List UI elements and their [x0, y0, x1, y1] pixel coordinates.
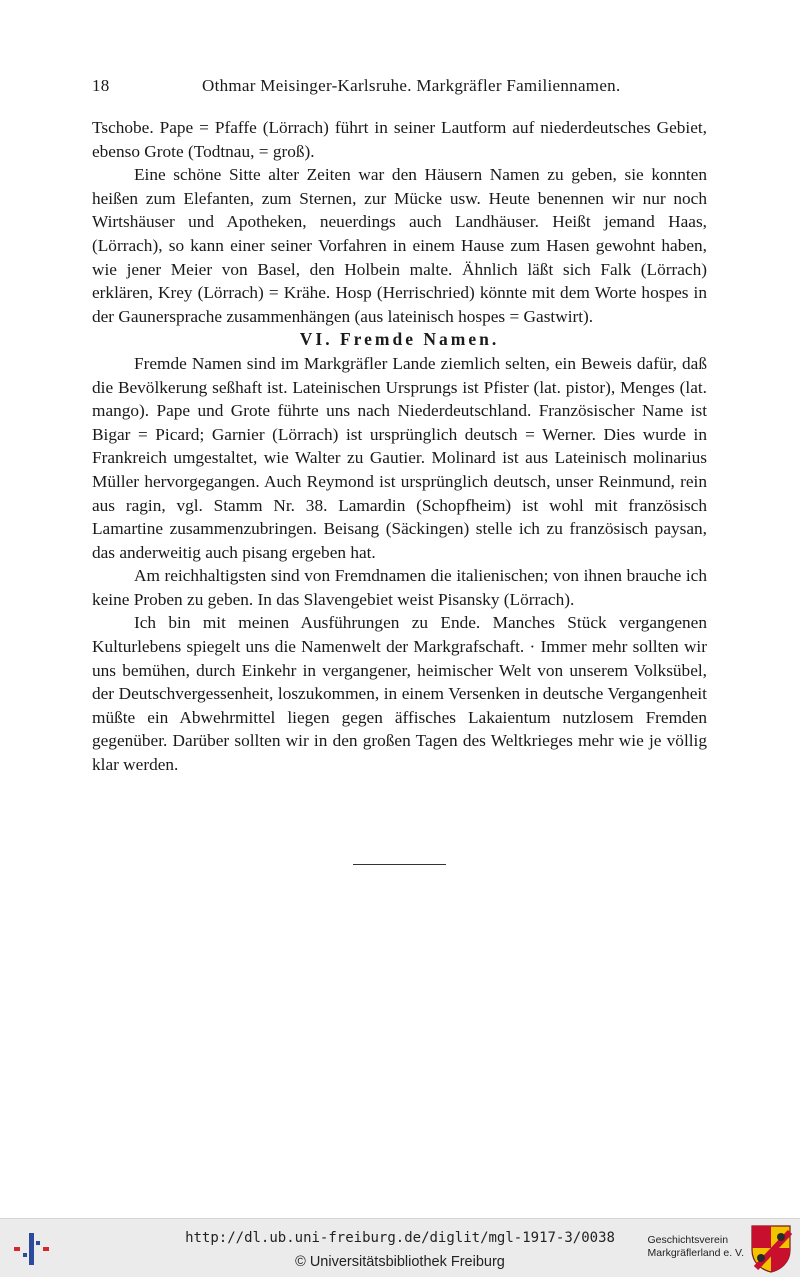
- paragraph-foreign-names: Fremde Namen sind im Markgräfler Lande ziemlich selten, ein Beweis dafür, daß die Bevölkerung seßhaft ist. Lateinischen Ursprungs ist Pfister (lat. pistor), Menges (lat. mango). Pape und Grote führte uns nach Niederdeutschland. Französischer Name ist Bigar = Picard; Garnier (Lörrach) ist ursprünglich deutsch = Werner. Dies wurde in Frankreich umgestaltet, wie Walter zu Gautier. Molinard ist aus Lateinisch molinarius Müller hervorgegangen. Auch Reymond ist ursprünglich deutsch, unser Reinmund, rein aus ragin, vgl. Stamm Nr. 38. Lamardin (Schopfheim) ist wohl mit französisch Lamartine zusammenzubringen. Beisang (Säckingen) stelle ich zu französisch paysan, das anderweitig auch pisang ergeben hat.: [92, 353, 707, 562]
- section-heading: VI. Fremde Namen.: [299, 329, 500, 350]
- society-name-line2: Markgräflerland e. V.: [647, 1247, 744, 1259]
- footer-copyright: © Universitätsbibliothek Freiburg: [295, 1254, 505, 1270]
- page-header: [92, 76, 707, 102]
- coat-of-arms-icon: [750, 1224, 792, 1274]
- paragraph-continuation: Tschobe. Pape = Pfaffe (Lörrach) führt in seiner Lautform auf niederdeutsches Gebiet, ebenso Grote (Todtnau, = groß).: [92, 118, 707, 161]
- end-rule: [353, 864, 446, 865]
- document-body: [92, 116, 707, 777]
- paragraph-conclusion: Ich bin mit meinen Ausführungen zu Ende. Manches Stück vergangenen Kulturlebens spiegelt uns die Namenwelt der Markgrafschaft. · Immer mehr sollten wir uns bemühen, durch Einkehr in vergangener, heimischer Welt von unserem Volksübel, der Deutschvergessenheit, loszukommen, in einem Versenken in deutsche Vergangenheit müßte ein Abwehrmittel liegen gegen äffisches Lakaientum nutzlosem Fremden gegenüber. Darüber sollten wir in den großen Tagen des Weltkrieges mehr wie je völlig klar werden.: [92, 613, 707, 775]
- paragraph-italian-names: Am reichhaltigsten sind von Fremdnamen die italienischen; von ihnen brauche ich keine Proben zu geben. In das Slavengebiet weist Pisansky (Lörrach).: [92, 566, 707, 609]
- page-number: 18: [92, 76, 110, 95]
- paragraph-house-names: Eine schöne Sitte alter Zeiten war den Häusern Namen zu geben, sie konnten heißen zum Elefanten, zum Sternen, zur Mücke usw. Heute benennen wir nur noch Wirtshäuser und Apotheken, neuerdings auch Landhäuser. Heißt jemand Haas, (Lörrach), so kann einer seiner Vorfahren in einem Hause zum Hasen gewohnt haben, wie jener Meier von Basel, den Holbein malte. Ähnlich läßt sich Falk (Lörrach) erklären, Krey (Lörrach) = Krähe. Hosp (Herrischried) könnte mit dem Worte hospes in der Gaunersprache zusammenhängen (aus lateinisch hospes = Gastwirt).: [92, 165, 707, 326]
- society-name[interactable]: [648, 1234, 745, 1260]
- footer-url-link[interactable]: http://dl.ub.uni-freiburg.de/diglit/mgl-1917-3/0038: [185, 1230, 615, 1246]
- footer-bar: [0, 1218, 800, 1277]
- running-title: Othmar Meisinger-Karlsruhe. Markgräfler Familiennamen.: [202, 76, 621, 95]
- society-name-line1: Geschichtsverein: [647, 1234, 729, 1246]
